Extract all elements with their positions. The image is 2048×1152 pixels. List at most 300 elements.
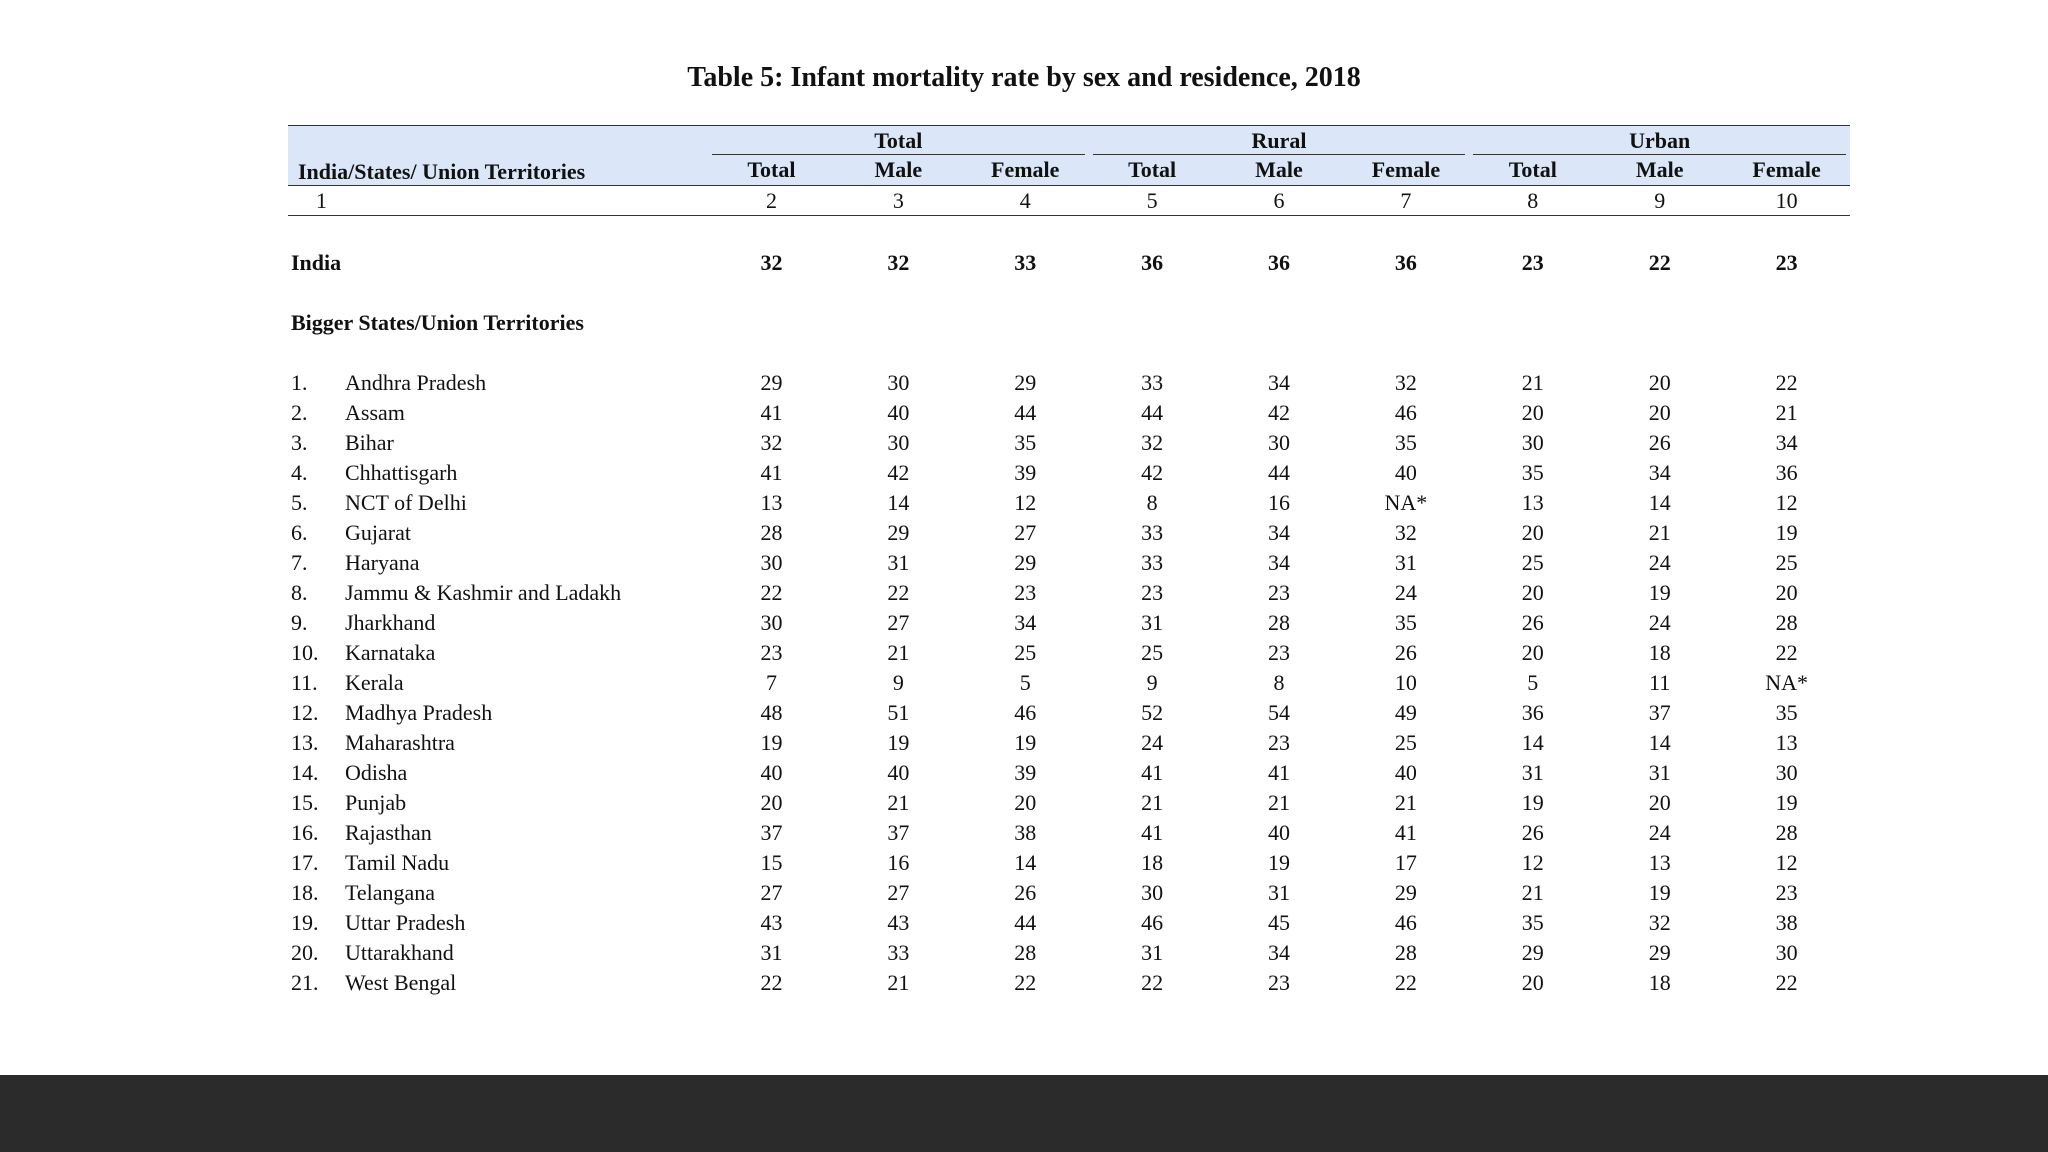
value-cell: 41 xyxy=(1141,820,1164,845)
value-cell: 45 xyxy=(1268,910,1290,935)
value-cell: 19 xyxy=(1775,520,1798,545)
value-cell: 14 xyxy=(1648,730,1671,755)
table-row xyxy=(288,548,1850,578)
value-cell: 16 xyxy=(887,850,910,875)
value-cell: 34 xyxy=(1014,610,1037,635)
value-cell: 12 xyxy=(1521,850,1544,875)
value-cell: 28 xyxy=(1775,820,1798,845)
state-name: Jammu & Kashmir and Ladakh xyxy=(345,580,622,605)
value-cell: 32 xyxy=(1394,520,1417,545)
table-row xyxy=(288,758,1850,788)
table-row xyxy=(288,608,1850,638)
value-cell: 19 xyxy=(1648,580,1671,605)
value-cell: 31 xyxy=(760,940,783,965)
value-cell: 29 xyxy=(1014,370,1037,395)
value-cell: 10 xyxy=(1394,670,1417,695)
value-cell: 21 xyxy=(1141,790,1164,815)
value-cell: 21 xyxy=(1648,520,1671,545)
value-cell: 14 xyxy=(1014,850,1037,875)
value-cell: 40 xyxy=(887,760,910,785)
value-cell: 35 xyxy=(1394,430,1417,455)
value-cell: 41 xyxy=(1394,820,1417,845)
value-cell: 41 xyxy=(1268,760,1290,785)
value-cell: 32 xyxy=(1648,910,1671,935)
state-name: Kerala xyxy=(345,670,404,695)
header-group-rural: Rural xyxy=(1089,126,1470,156)
value-cell: 30 xyxy=(887,370,910,395)
table-row xyxy=(288,488,1850,518)
value-cell: 12 xyxy=(1014,490,1037,515)
value-cell: 18 xyxy=(1141,850,1164,875)
value-cell: 21 xyxy=(1775,400,1798,425)
column-number-row xyxy=(288,186,1850,216)
state-name-cell xyxy=(288,848,708,878)
table-row xyxy=(288,458,1850,488)
value-cell: 52 xyxy=(1141,700,1164,725)
value-cell: 18 xyxy=(1648,970,1671,995)
state-name: Karnataka xyxy=(345,640,436,665)
india-value: 36 xyxy=(1268,250,1290,275)
value-cell: 15 xyxy=(760,850,783,875)
table-row xyxy=(288,698,1850,728)
india-label: India xyxy=(291,250,342,275)
value-cell: 28 xyxy=(1014,940,1037,965)
value-cell: 27 xyxy=(887,610,910,635)
state-name-cell xyxy=(288,638,708,668)
value-cell: 30 xyxy=(760,610,783,635)
value-cell: 31 xyxy=(1268,880,1290,905)
state-name-cell xyxy=(288,428,708,458)
value-cell: 44 xyxy=(1014,910,1037,935)
value-cell: 41 xyxy=(760,460,783,485)
value-cell: 23 xyxy=(1141,580,1164,605)
value-cell: 17 xyxy=(1394,850,1417,875)
value-cell: 34 xyxy=(1268,370,1290,395)
value-cell: 21 xyxy=(887,790,910,815)
col-number: 9 xyxy=(1596,186,1723,216)
value-cell: 28 xyxy=(1394,940,1417,965)
header-blank xyxy=(288,126,708,156)
value-cell: 26 xyxy=(1521,820,1544,845)
value-cell: 46 xyxy=(1394,400,1417,425)
state-name-cell xyxy=(288,368,708,398)
table-row xyxy=(288,398,1850,428)
value-cell: 5 xyxy=(1019,670,1031,695)
value-cell: 19 xyxy=(1268,850,1290,875)
india-value: 36 xyxy=(1141,250,1164,275)
value-cell: 20 xyxy=(1521,400,1544,425)
state-name-cell xyxy=(288,578,708,608)
value-cell: 44 xyxy=(1141,400,1164,425)
value-cell: 13 xyxy=(1521,490,1544,515)
value-cell: NA* xyxy=(1384,490,1428,515)
value-cell: 23 xyxy=(760,640,783,665)
state-name: Bihar xyxy=(345,430,394,455)
header-sub: Male xyxy=(835,156,962,186)
india-value: 23 xyxy=(1521,250,1544,275)
value-cell: 23 xyxy=(1268,580,1290,605)
value-cell: 27 xyxy=(1014,520,1037,545)
india-value: 33 xyxy=(1014,250,1037,275)
row-index: 20. xyxy=(291,940,319,965)
state-name: Chhattisgarh xyxy=(345,460,458,485)
value-cell: 21 xyxy=(1521,880,1544,905)
row-index: 16. xyxy=(291,820,319,845)
value-cell: 37 xyxy=(760,820,783,845)
state-name-cell xyxy=(288,908,708,938)
value-cell: 43 xyxy=(887,910,910,935)
state-name-cell xyxy=(288,458,708,488)
value-cell: 9 xyxy=(892,670,904,695)
state-name: Andhra Pradesh xyxy=(345,370,487,395)
value-cell: 26 xyxy=(1394,640,1417,665)
value-cell: 46 xyxy=(1394,910,1417,935)
row-index: 8. xyxy=(291,580,308,605)
table-row xyxy=(288,668,1850,698)
value-cell: 49 xyxy=(1394,700,1417,725)
row-index: 9. xyxy=(291,610,308,635)
value-cell: 42 xyxy=(887,460,910,485)
value-cell: 22 xyxy=(760,580,783,605)
value-cell: 35 xyxy=(1394,610,1417,635)
value-cell: 20 xyxy=(1014,790,1037,815)
value-cell: 20 xyxy=(1648,790,1671,815)
value-cell: 39 xyxy=(1014,760,1037,785)
value-cell: 19 xyxy=(887,730,910,755)
value-cell: 35 xyxy=(1521,460,1544,485)
value-cell: 37 xyxy=(887,820,910,845)
table-row xyxy=(288,938,1850,968)
value-cell: 9 xyxy=(1146,670,1158,695)
value-cell: 13 xyxy=(1775,730,1798,755)
row-index: 10. xyxy=(291,640,319,665)
header-sub-row xyxy=(288,156,1850,186)
india-value: 32 xyxy=(887,250,910,275)
value-cell: 21 xyxy=(1394,790,1417,815)
header-group-urban: Urban xyxy=(1469,126,1850,156)
value-cell: 40 xyxy=(887,400,910,425)
table-row xyxy=(288,518,1850,548)
table-row xyxy=(288,368,1850,398)
value-cell: 25 xyxy=(1775,550,1798,575)
value-cell: 31 xyxy=(887,550,910,575)
value-cell: 14 xyxy=(1648,490,1671,515)
value-cell: 46 xyxy=(1141,910,1164,935)
value-cell: 21 xyxy=(1521,370,1544,395)
value-cell: 14 xyxy=(887,490,910,515)
value-cell: 23 xyxy=(1775,880,1798,905)
value-cell: 21 xyxy=(1268,790,1290,815)
table-row xyxy=(288,878,1850,908)
state-name-cell xyxy=(288,518,708,548)
india-value: 23 xyxy=(1775,250,1798,275)
value-cell: 41 xyxy=(760,400,783,425)
state-name-cell xyxy=(288,938,708,968)
value-cell: 42 xyxy=(1268,400,1290,425)
value-cell: 11 xyxy=(1649,670,1671,695)
value-cell: 19 xyxy=(1014,730,1037,755)
row-index: 2. xyxy=(291,400,308,425)
value-cell: 30 xyxy=(1775,940,1798,965)
value-cell: 20 xyxy=(1521,970,1544,995)
value-cell: 19 xyxy=(1521,790,1544,815)
header-sub: Female xyxy=(1342,156,1469,186)
value-cell: 27 xyxy=(760,880,783,905)
value-cell: 23 xyxy=(1014,580,1037,605)
value-cell: 40 xyxy=(1268,820,1290,845)
value-cell: 26 xyxy=(1648,430,1671,455)
table-row xyxy=(288,578,1850,608)
value-cell: 48 xyxy=(760,700,783,725)
value-cell: 29 xyxy=(1648,940,1671,965)
state-name: Jharkhand xyxy=(345,610,436,635)
state-name-cell xyxy=(288,698,708,728)
value-cell: 20 xyxy=(1648,370,1671,395)
value-cell: 22 xyxy=(1775,370,1798,395)
header-sub: Female xyxy=(1723,156,1850,186)
value-cell: 23 xyxy=(1268,640,1290,665)
value-cell: 19 xyxy=(1775,790,1798,815)
state-name: Punjab xyxy=(345,790,407,815)
table-row xyxy=(288,818,1850,848)
india-row xyxy=(288,248,1850,278)
value-cell: 40 xyxy=(760,760,783,785)
value-cell: 31 xyxy=(1394,550,1417,575)
value-cell: 12 xyxy=(1775,850,1798,875)
state-name: Tamil Nadu xyxy=(345,850,450,875)
value-cell: 22 xyxy=(887,580,910,605)
value-cell: 46 xyxy=(1014,700,1037,725)
value-cell: 34 xyxy=(1268,940,1290,965)
col-number: 1 xyxy=(288,186,708,216)
table-row xyxy=(288,908,1850,938)
header-sub: Total xyxy=(708,156,835,186)
value-cell: 20 xyxy=(1521,520,1544,545)
state-name-cell xyxy=(288,608,708,638)
value-cell: 24 xyxy=(1648,550,1671,575)
value-cell: 34 xyxy=(1648,460,1671,485)
value-cell: 28 xyxy=(1268,610,1290,635)
col-number: 2 xyxy=(708,186,835,216)
value-cell: 24 xyxy=(1648,820,1671,845)
value-cell: 22 xyxy=(1775,970,1798,995)
value-cell: 26 xyxy=(1014,880,1037,905)
col-number: 3 xyxy=(835,186,962,216)
footer-bar xyxy=(0,1075,2048,1152)
col-number: 10 xyxy=(1723,186,1850,216)
value-cell: 33 xyxy=(887,940,910,965)
value-cell: 42 xyxy=(1141,460,1164,485)
value-cell: 34 xyxy=(1268,550,1290,575)
value-cell: 28 xyxy=(760,520,783,545)
value-cell: 31 xyxy=(1141,610,1164,635)
value-cell: 31 xyxy=(1648,760,1671,785)
state-name: Assam xyxy=(345,400,405,425)
row-index: 4. xyxy=(291,460,308,485)
value-cell: 25 xyxy=(1141,640,1164,665)
state-name: Telangana xyxy=(345,880,436,905)
value-cell: 14 xyxy=(1521,730,1544,755)
col-number: 4 xyxy=(962,186,1089,216)
value-cell: 8 xyxy=(1146,490,1158,515)
state-name: Maharashtra xyxy=(345,730,455,755)
state-name-cell xyxy=(288,758,708,788)
header-sub: Female xyxy=(962,156,1089,186)
value-cell: 29 xyxy=(1014,550,1037,575)
state-name-cell xyxy=(288,818,708,848)
value-cell: 18 xyxy=(1648,640,1671,665)
value-cell: 32 xyxy=(760,430,783,455)
state-name: West Bengal xyxy=(345,970,457,995)
value-cell: 30 xyxy=(1775,760,1798,785)
value-cell: 30 xyxy=(1521,430,1544,455)
header-group-row xyxy=(288,126,1850,156)
row-index: 5. xyxy=(291,490,308,515)
value-cell: 25 xyxy=(1014,640,1037,665)
value-cell: 36 xyxy=(1521,700,1544,725)
value-cell: 20 xyxy=(1521,640,1544,665)
state-name-cell xyxy=(288,668,708,698)
value-cell: 35 xyxy=(1521,910,1544,935)
state-name-cell xyxy=(288,878,708,908)
table-body xyxy=(288,216,1850,999)
col-number: 6 xyxy=(1216,186,1343,216)
value-cell: 5 xyxy=(1527,670,1539,695)
india-value: 36 xyxy=(1394,250,1417,275)
value-cell: 40 xyxy=(1394,760,1417,785)
value-cell: 23 xyxy=(1268,730,1290,755)
state-name: Uttarakhand xyxy=(345,940,454,965)
value-cell: 19 xyxy=(1648,880,1671,905)
value-cell: 29 xyxy=(887,520,910,545)
value-cell: 44 xyxy=(1268,460,1290,485)
state-name: NCT of Delhi xyxy=(345,490,467,515)
state-name-cell xyxy=(288,398,708,428)
value-cell: 19 xyxy=(760,730,783,755)
value-cell: 35 xyxy=(1775,700,1798,725)
value-cell: 44 xyxy=(1014,400,1037,425)
state-name: Rajasthan xyxy=(345,820,432,845)
india-value: 22 xyxy=(1648,250,1671,275)
value-cell: 35 xyxy=(1014,430,1037,455)
table-row xyxy=(288,638,1850,668)
value-cell: 28 xyxy=(1775,610,1798,635)
value-cell: 36 xyxy=(1775,460,1798,485)
imr-table xyxy=(288,125,1850,998)
state-name: Uttar Pradesh xyxy=(345,910,466,935)
value-cell: 31 xyxy=(1521,760,1544,785)
row-index: 19. xyxy=(291,910,319,935)
table-row xyxy=(288,788,1850,818)
row-index: 21. xyxy=(291,970,319,995)
row-index: 1. xyxy=(291,370,308,395)
table-container xyxy=(288,125,1850,998)
state-name-cell xyxy=(288,548,708,578)
value-cell: 13 xyxy=(1648,850,1671,875)
state-name: Odisha xyxy=(345,760,408,785)
value-cell: 32 xyxy=(1141,430,1164,455)
row-index: 3. xyxy=(291,430,308,455)
value-cell: 8 xyxy=(1273,670,1285,695)
value-cell: 34 xyxy=(1775,430,1798,455)
col-number: 5 xyxy=(1089,186,1216,216)
row-index: 11. xyxy=(291,670,318,695)
value-cell: 12 xyxy=(1775,490,1798,515)
value-cell: 38 xyxy=(1775,910,1798,935)
header-sub: Male xyxy=(1216,156,1343,186)
value-cell: 29 xyxy=(1394,880,1417,905)
value-cell: 34 xyxy=(1268,520,1290,545)
value-cell: 13 xyxy=(760,490,783,515)
header-sub: Total xyxy=(1089,156,1216,186)
value-cell: 22 xyxy=(760,970,783,995)
section-label: Bigger States/Union Territories xyxy=(291,310,584,335)
value-cell: 22 xyxy=(1394,970,1417,995)
row-index: 17. xyxy=(291,850,319,875)
state-name: Madhya Pradesh xyxy=(345,700,493,725)
row-index: 6. xyxy=(291,520,308,545)
value-cell: 7 xyxy=(765,670,777,695)
state-name: Gujarat xyxy=(345,520,411,545)
section-row xyxy=(288,308,1850,338)
value-cell: 33 xyxy=(1141,370,1164,395)
header-sub: Total xyxy=(1469,156,1596,186)
value-cell: 29 xyxy=(1521,940,1544,965)
row-index: 15. xyxy=(291,790,319,815)
value-cell: 26 xyxy=(1521,610,1544,635)
value-cell: 25 xyxy=(1394,730,1417,755)
value-cell: 24 xyxy=(1648,610,1671,635)
value-cell: 37 xyxy=(1648,700,1671,725)
value-cell: 38 xyxy=(1014,820,1037,845)
header-sub: Male xyxy=(1596,156,1723,186)
value-cell: 25 xyxy=(1521,550,1544,575)
col-number: 7 xyxy=(1342,186,1469,216)
value-cell: 20 xyxy=(760,790,783,815)
header-group-total: Total xyxy=(708,126,1089,156)
table-title: Table 5: Infant mortality rate by sex and residence, 2018 xyxy=(687,62,1361,93)
value-cell: 27 xyxy=(887,880,910,905)
value-cell: 33 xyxy=(1141,520,1164,545)
value-cell: 30 xyxy=(760,550,783,575)
row-index: 14. xyxy=(291,760,319,785)
row-index: 18. xyxy=(291,880,319,905)
row-index: 12. xyxy=(291,700,319,725)
value-cell: 16 xyxy=(1268,490,1290,515)
col-number: 8 xyxy=(1469,186,1596,216)
value-cell: NA* xyxy=(1765,670,1808,695)
value-cell: 23 xyxy=(1268,970,1290,995)
value-cell: 33 xyxy=(1141,550,1164,575)
table-row xyxy=(288,968,1850,998)
value-cell: 43 xyxy=(760,910,783,935)
value-cell: 20 xyxy=(1648,400,1671,425)
value-cell: 20 xyxy=(1521,580,1544,605)
value-cell: 30 xyxy=(1268,430,1290,455)
value-cell: 29 xyxy=(760,370,783,395)
state-name-cell xyxy=(288,488,708,518)
value-cell: 30 xyxy=(887,430,910,455)
table-row xyxy=(288,848,1850,878)
state-name: Haryana xyxy=(345,550,420,575)
state-name-cell xyxy=(288,788,708,818)
value-cell: 41 xyxy=(1141,760,1164,785)
value-cell: 24 xyxy=(1394,580,1417,605)
value-cell: 39 xyxy=(1014,460,1037,485)
value-cell: 30 xyxy=(1141,880,1164,905)
value-cell: 32 xyxy=(1394,370,1417,395)
value-cell: 54 xyxy=(1268,700,1290,725)
